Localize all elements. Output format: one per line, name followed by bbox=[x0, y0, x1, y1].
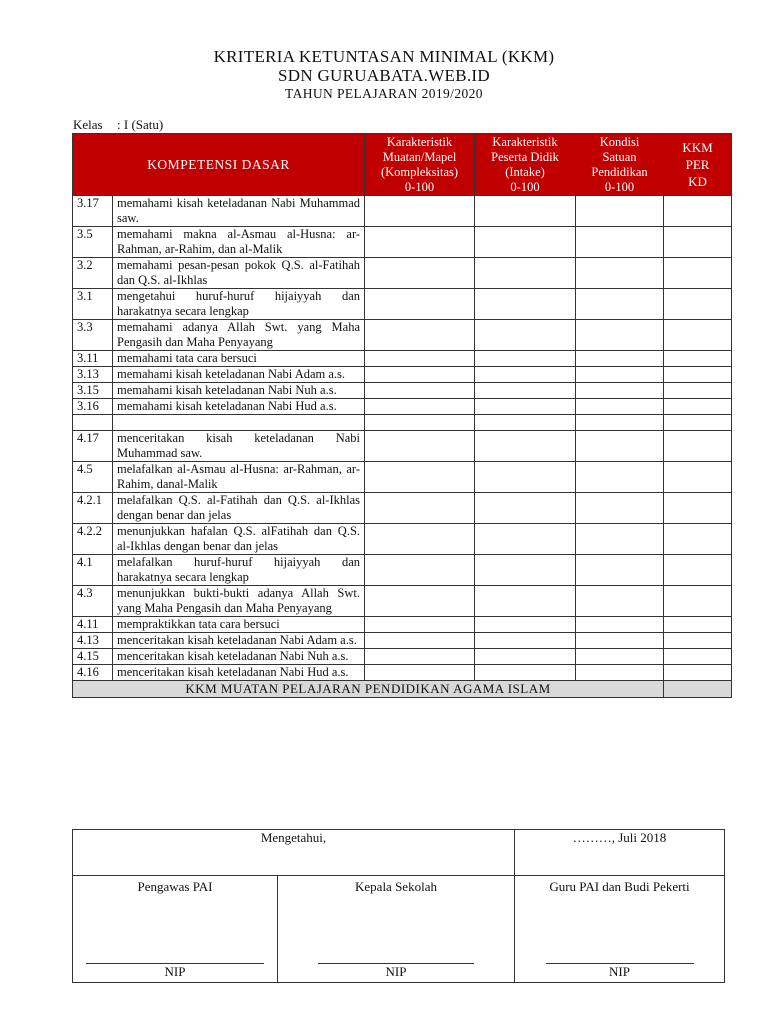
table-row bbox=[73, 367, 732, 383]
satuan-score-cell[interactable] bbox=[576, 633, 664, 649]
kd-description: memahami adanya Allah Swt. yang Maha Pengasih dan Maha Penyayang bbox=[113, 320, 365, 351]
kd-number: 3.13 bbox=[73, 367, 113, 383]
class-line bbox=[73, 117, 163, 133]
signature-top-row bbox=[73, 830, 725, 876]
muatan-score-cell[interactable] bbox=[365, 320, 475, 351]
header-muatan-line: Karakteristik bbox=[386, 134, 453, 149]
peserta-score-cell[interactable] bbox=[475, 320, 576, 351]
header-peserta-range: 0-100 bbox=[510, 179, 540, 194]
satuan-score-cell[interactable] bbox=[576, 227, 664, 258]
muatan-score-cell[interactable] bbox=[365, 462, 475, 493]
signature-table bbox=[72, 829, 725, 983]
class-label: Kelas bbox=[73, 117, 103, 132]
kd-description: menceritakan kisah keteladanan Nabi Hud a.s. bbox=[113, 665, 365, 681]
header-kkm-per-kd bbox=[664, 134, 732, 196]
kd-description: memahami kisah keteladanan Nabi Muhammad saw. bbox=[113, 196, 365, 227]
kd-description: menceritakan kisah keteladanan Nabi Nuh a.s. bbox=[113, 649, 365, 665]
role-title: Kepala Sekolah bbox=[355, 879, 437, 894]
header-muatan bbox=[365, 134, 475, 196]
kkm-score-cell[interactable] bbox=[664, 320, 732, 351]
kd-description: menunjukkan hafalan Q.S. alFatihah dan Q.S. al-Ikhlas dengan benar dan jelas bbox=[113, 524, 365, 555]
muatan-score-cell[interactable] bbox=[365, 555, 475, 586]
kd-description: mempraktikkan tata cara bersuci bbox=[113, 617, 365, 633]
peserta-score-cell[interactable] bbox=[475, 289, 576, 320]
header-kkm-line: KD bbox=[688, 174, 707, 189]
kkm-score-cell[interactable] bbox=[664, 665, 732, 681]
kkm-score-cell[interactable] bbox=[664, 227, 732, 258]
kd-description: memahami tata cara bersuci bbox=[113, 351, 365, 367]
kd-description: memahami pesan-pesan pokok Q.S. al-Fatihah dan Q.S. al-Ikhlas bbox=[113, 258, 365, 289]
table-row bbox=[73, 431, 732, 462]
kd-description: mengetahui huruf-huruf hijaiyyah dan harakatnya secara lengkap bbox=[113, 289, 365, 320]
table-row bbox=[73, 665, 732, 681]
kd-number: 3.1 bbox=[73, 289, 113, 320]
kd-number: 4.3 bbox=[73, 586, 113, 617]
muatan-score-cell[interactable] bbox=[365, 383, 475, 399]
muatan-score-cell[interactable] bbox=[365, 367, 475, 383]
kd-number: 4.13 bbox=[73, 633, 113, 649]
kd-number: 4.15 bbox=[73, 649, 113, 665]
kd-number: 4.2.2 bbox=[73, 524, 113, 555]
muatan-score-cell[interactable] bbox=[365, 415, 475, 431]
kd-number: 4.5 bbox=[73, 462, 113, 493]
peserta-score-cell[interactable] bbox=[475, 415, 576, 431]
peserta-score-cell[interactable] bbox=[475, 227, 576, 258]
header-satuan bbox=[576, 134, 664, 196]
kd-number: 3.16 bbox=[73, 399, 113, 415]
peserta-score-cell[interactable] bbox=[475, 399, 576, 415]
muatan-score-cell[interactable] bbox=[365, 586, 475, 617]
satuan-score-cell[interactable] bbox=[576, 383, 664, 399]
muatan-score-cell[interactable] bbox=[365, 665, 475, 681]
table-row bbox=[73, 227, 732, 258]
table-row bbox=[73, 383, 732, 399]
table-row bbox=[73, 617, 732, 633]
total-kkm-value-cell[interactable] bbox=[664, 681, 732, 698]
kkm-score-cell[interactable] bbox=[664, 415, 732, 431]
muatan-score-cell[interactable] bbox=[365, 617, 475, 633]
kkm-score-cell[interactable] bbox=[664, 633, 732, 649]
kd-description: menceritakan kisah keteladanan Nabi Adam a.s. bbox=[113, 633, 365, 649]
muatan-score-cell[interactable] bbox=[365, 351, 475, 367]
kkm-score-cell[interactable] bbox=[664, 524, 732, 555]
muatan-score-cell[interactable] bbox=[365, 524, 475, 555]
kd-number: 3.5 bbox=[73, 227, 113, 258]
header-satuan-line: Satuan bbox=[602, 149, 637, 164]
satuan-score-cell[interactable] bbox=[576, 415, 664, 431]
header-muatan-line: (Kompleksitas) bbox=[380, 164, 459, 179]
kd-description: menceritakan kisah keteladanan Nabi Muhammad saw. bbox=[113, 431, 365, 462]
kd-description: memahami makna al-Asmau al-Husna: ar-Rahman, ar-Rahim, dan al-Malik bbox=[113, 227, 365, 258]
header-kompetensi-dasar: KOMPETENSI DASAR bbox=[73, 134, 365, 196]
peserta-score-cell[interactable] bbox=[475, 383, 576, 399]
satuan-score-cell[interactable] bbox=[576, 196, 664, 227]
header-peserta-line: Peserta Didik bbox=[491, 149, 559, 164]
satuan-score-cell[interactable] bbox=[576, 351, 664, 367]
kd-description: melafalkan Q.S. al-Fatihah dan Q.S. al-Ikhlas dengan benar dan jelas bbox=[113, 493, 365, 524]
table-row bbox=[73, 196, 732, 227]
kd-number: 4.1 bbox=[73, 555, 113, 586]
muatan-score-cell[interactable] bbox=[365, 399, 475, 415]
kkm-score-cell[interactable] bbox=[664, 383, 732, 399]
signature-row bbox=[73, 876, 725, 983]
signature-block-kepala-sekolah bbox=[278, 876, 515, 983]
kkm-table bbox=[72, 133, 732, 698]
signature-date: ………, Juli 2018 bbox=[515, 830, 725, 876]
satuan-score-cell[interactable] bbox=[576, 665, 664, 681]
header-kkm-line: KKM bbox=[682, 140, 713, 155]
muatan-score-cell[interactable] bbox=[365, 649, 475, 665]
class-value: : I (Satu) bbox=[117, 117, 164, 132]
peserta-score-cell[interactable] bbox=[475, 665, 576, 681]
kd-number: 4.16 bbox=[73, 665, 113, 681]
satuan-score-cell[interactable] bbox=[576, 493, 664, 524]
peserta-score-cell[interactable] bbox=[475, 555, 576, 586]
table-header-row bbox=[73, 134, 732, 196]
kd-number: 3.17 bbox=[73, 196, 113, 227]
satuan-score-cell[interactable] bbox=[576, 258, 664, 289]
peserta-score-cell[interactable] bbox=[475, 431, 576, 462]
peserta-score-cell[interactable] bbox=[475, 633, 576, 649]
total-label: KKM MUATAN PELAJARAN PENDIDIKAN AGAMA ISLAM bbox=[73, 681, 664, 698]
signature-block-pengawas bbox=[73, 876, 278, 983]
satuan-score-cell[interactable] bbox=[576, 399, 664, 415]
kkm-score-cell[interactable] bbox=[664, 367, 732, 383]
kd-number: 3.15 bbox=[73, 383, 113, 399]
header-kkm-line: PER bbox=[685, 157, 710, 172]
role-title: Pengawas PAI bbox=[137, 879, 213, 894]
kkm-score-cell[interactable] bbox=[664, 493, 732, 524]
kkm-score-cell[interactable] bbox=[664, 196, 732, 227]
kd-number: 4.17 bbox=[73, 431, 113, 462]
peserta-score-cell[interactable] bbox=[475, 258, 576, 289]
kkm-score-cell[interactable] bbox=[664, 351, 732, 367]
muatan-score-cell[interactable] bbox=[365, 633, 475, 649]
kkm-score-cell[interactable] bbox=[664, 258, 732, 289]
peserta-score-cell[interactable] bbox=[475, 351, 576, 367]
table-row bbox=[73, 493, 732, 524]
kd-number bbox=[73, 415, 113, 431]
kd-number: 3.3 bbox=[73, 320, 113, 351]
total-row bbox=[73, 681, 732, 698]
kkm-score-cell[interactable] bbox=[664, 462, 732, 493]
kkm-score-cell[interactable] bbox=[664, 399, 732, 415]
kd-description: melafalkan al-Asmau al-Husna: ar-Rahman, ar-Rahim, danal-Malik bbox=[113, 462, 365, 493]
satuan-score-cell[interactable] bbox=[576, 289, 664, 320]
satuan-score-cell[interactable] bbox=[576, 586, 664, 617]
school-name: SDN GURUABATA.WEB.ID bbox=[278, 66, 490, 85]
satuan-score-cell[interactable] bbox=[576, 649, 664, 665]
kkm-score-cell[interactable] bbox=[664, 586, 732, 617]
table-row bbox=[73, 258, 732, 289]
peserta-score-cell[interactable] bbox=[475, 649, 576, 665]
table-row bbox=[73, 524, 732, 555]
peserta-score-cell[interactable] bbox=[475, 617, 576, 633]
kkm-score-cell[interactable] bbox=[664, 649, 732, 665]
muatan-score-cell[interactable] bbox=[365, 289, 475, 320]
kd-number: 3.11 bbox=[73, 351, 113, 367]
role-title: Guru PAI dan Budi Pekerti bbox=[549, 879, 690, 894]
header-peserta-line: (Intake) bbox=[505, 164, 545, 179]
header-satuan-line: Kondisi bbox=[599, 134, 640, 149]
peserta-score-cell[interactable] bbox=[475, 586, 576, 617]
document-title: KRITERIA KETUNTASAN MINIMAL (KKM) bbox=[213, 47, 555, 66]
nip-label: NIP bbox=[164, 964, 186, 979]
kd-number: 4.11 bbox=[73, 617, 113, 633]
muatan-score-cell[interactable] bbox=[365, 493, 475, 524]
kd-description: memahami kisah keteladanan Nabi Nuh a.s. bbox=[113, 383, 365, 399]
kd-description: melafalkan huruf-huruf hijaiyyah dan harakatnya secara lengkap bbox=[113, 555, 365, 586]
satuan-score-cell[interactable] bbox=[576, 555, 664, 586]
nip-label: NIP bbox=[385, 964, 407, 979]
table-row bbox=[73, 462, 732, 493]
muatan-score-cell[interactable] bbox=[365, 227, 475, 258]
peserta-score-cell[interactable] bbox=[475, 367, 576, 383]
table-row bbox=[73, 399, 732, 415]
table-row bbox=[73, 289, 732, 320]
header-peserta-line: Karakteristik bbox=[492, 134, 558, 149]
header-satuan-line: Pendidikan bbox=[591, 164, 648, 179]
header-peserta bbox=[475, 134, 576, 196]
table-row bbox=[73, 555, 732, 586]
peserta-score-cell[interactable] bbox=[475, 524, 576, 555]
header-muatan-range: 0-100 bbox=[404, 179, 435, 194]
kkm-score-cell[interactable] bbox=[664, 431, 732, 462]
table-row bbox=[73, 633, 732, 649]
header-muatan-line: Muatan/Mapel bbox=[382, 149, 457, 164]
table-row bbox=[73, 351, 732, 367]
satuan-score-cell[interactable] bbox=[576, 617, 664, 633]
satuan-score-cell[interactable] bbox=[576, 431, 664, 462]
kd-number: 3.2 bbox=[73, 258, 113, 289]
table-row bbox=[73, 320, 732, 351]
muatan-score-cell[interactable] bbox=[365, 431, 475, 462]
satuan-score-cell[interactable] bbox=[576, 367, 664, 383]
academic-year: TAHUN PELAJARAN 2019/2020 bbox=[285, 86, 483, 101]
table-row bbox=[73, 415, 732, 431]
acknowledged-label: Mengetahui, bbox=[73, 830, 515, 876]
kd-table-body bbox=[73, 196, 732, 681]
peserta-score-cell[interactable] bbox=[475, 196, 576, 227]
kd-description: memahami kisah keteladanan Nabi Adam a.s. bbox=[113, 367, 365, 383]
satuan-score-cell[interactable] bbox=[576, 524, 664, 555]
peserta-score-cell[interactable] bbox=[475, 493, 576, 524]
header-satuan-range: 0-100 bbox=[604, 179, 635, 194]
kd-description: memahami kisah keteladanan Nabi Hud a.s. bbox=[113, 399, 365, 415]
satuan-score-cell[interactable] bbox=[576, 320, 664, 351]
muatan-score-cell[interactable] bbox=[365, 258, 475, 289]
muatan-score-cell[interactable] bbox=[365, 196, 475, 227]
table-row bbox=[73, 586, 732, 617]
kkm-score-cell[interactable] bbox=[664, 617, 732, 633]
satuan-score-cell[interactable] bbox=[576, 462, 664, 493]
table-row bbox=[73, 649, 732, 665]
kd-description: menunjukkan bukti-bukti adanya Allah Swt. yang Maha Pengasih dan Maha Penyayang bbox=[113, 586, 365, 617]
kkm-score-cell[interactable] bbox=[664, 289, 732, 320]
kd-description bbox=[113, 415, 365, 431]
peserta-score-cell[interactable] bbox=[475, 462, 576, 493]
signature-block-guru-pai bbox=[515, 876, 725, 983]
kkm-score-cell[interactable] bbox=[664, 555, 732, 586]
nip-label: NIP bbox=[609, 964, 630, 979]
kd-number: 4.2.1 bbox=[73, 493, 113, 524]
